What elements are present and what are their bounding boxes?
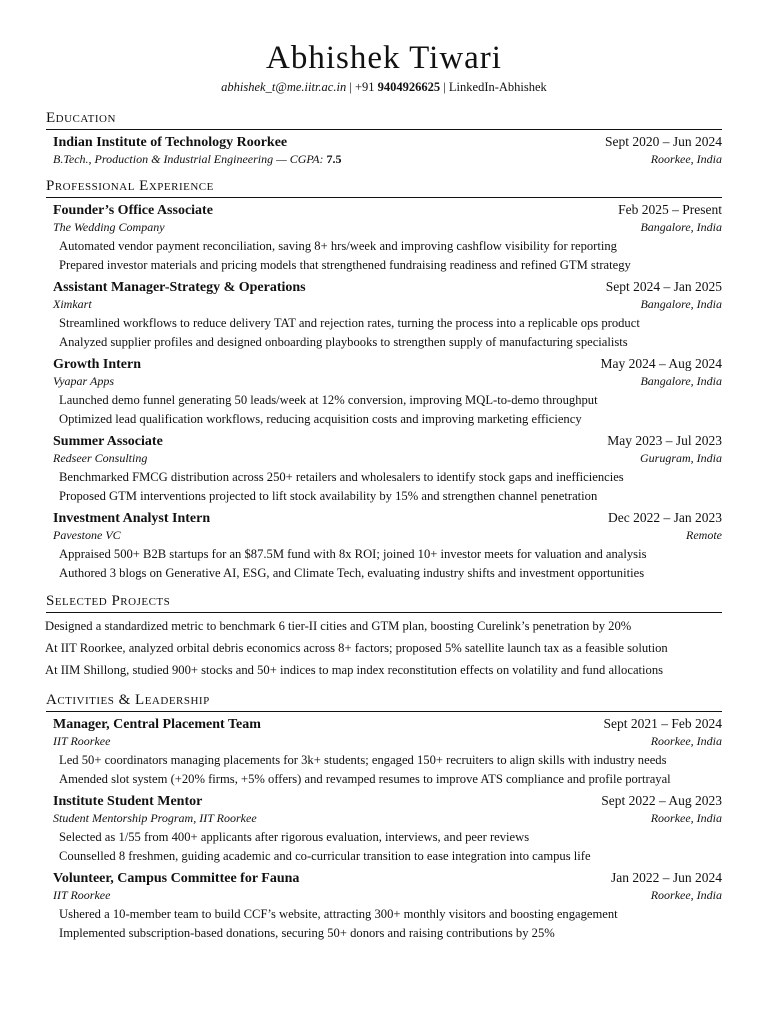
experience-bullet: Streamlined workflows to reduce delivery TAT and rejection rates, turning the process into a replicable ops product (59, 316, 640, 330)
section-title-experience: Professional Experience (46, 177, 722, 198)
experience-bullet: Analyzed supplier profiles and designed onboarding playbooks to strengthen supply of manufacturing specialists (59, 334, 628, 349)
contact-line (0, 79, 768, 95)
projects-section (46, 592, 722, 681)
experience-bullet: Authored 3 blogs on Generative AI, ESG, and Climate Tech, evaluating industry shifts and investment opportunities (59, 565, 645, 580)
activity-role: Institute Student Mentor (53, 794, 203, 809)
activity-location: Roorkee, India (650, 734, 722, 748)
section-title-education: Education (46, 109, 722, 130)
activity-org: IIT Roorkee (53, 734, 111, 748)
experience-company: Vyapar Apps (53, 374, 115, 388)
experience-entry (53, 355, 722, 428)
section-title-projects: Selected Projects (46, 592, 722, 613)
experience-role: Investment Analyst Intern (53, 511, 211, 526)
project-item: At IIT Roorkee, analyzed orbital debris economics across 8+ factors; proposed 5% satellite launch tax as a feasible solution (45, 641, 668, 655)
activity-entry (53, 869, 722, 942)
contact-separator: | +91 (346, 80, 378, 94)
education-cgpa: 7.5 (326, 152, 342, 166)
experience-dates: Dec 2022 – Jan 2023 (608, 510, 722, 525)
education-org: Indian Institute of Technology Roorkee (53, 135, 288, 150)
project-item: Designed a standardized metric to benchmark 6 tier-II cities and GTM plan, boosting Curelink’s penetration by 20% (45, 619, 632, 633)
activity-role: Volunteer, Campus Committee for Fauna (53, 871, 300, 886)
experience-role: Founder’s Office Associate (53, 203, 213, 218)
email-link[interactable]: abhishek_t@me.iitr.ac.in (221, 80, 347, 94)
experience-company: Pavestone VC (53, 528, 121, 542)
activity-location: Roorkee, India (650, 811, 722, 825)
activity-bullet: Ushered a 10-member team to build CCF’s website, attracting 300+ monthly visitors and boosting engagement (59, 907, 618, 921)
experience-role: Assistant Manager-Strategy & Operations (53, 280, 306, 295)
experience-dates: May 2024 – Aug 2024 (600, 356, 722, 371)
experience-role: Summer Associate (53, 434, 163, 449)
activity-entry (53, 792, 722, 865)
activity-bullet: Implemented subscription-based donations, securing 50+ donors and raising contributions by 25% (59, 925, 555, 940)
phone-number: 9404926625 (377, 80, 441, 94)
experience-location: Gurugram, India (639, 451, 722, 465)
experience-bullet: Benchmarked FMCG distribution across 250+ retailers and wholesalers to identify stock gaps and inefficiencies (59, 470, 624, 484)
experience-dates: Feb 2025 – Present (618, 202, 722, 217)
contact-separator: | (440, 80, 449, 94)
experience-dates: May 2023 – Jul 2023 (607, 433, 722, 448)
education-entry (53, 133, 722, 167)
activities-section (46, 691, 722, 942)
experience-location: Bangalore, India (640, 374, 722, 388)
experience-location: Bangalore, India (640, 297, 722, 311)
education-degree: B.Tech., Production & Industrial Engineering — CGPA: 7.5 (53, 152, 342, 166)
experience-bullet: Optimized lead qualification workflows, reducing acquisition costs and improving marketing efficiency (59, 411, 582, 426)
activity-dates: Sept 2022 – Aug 2023 (601, 793, 722, 808)
activity-bullet: Selected as 1/55 from 400+ applicants after rigorous evaluation, interviews, and peer reviews (59, 830, 530, 844)
project-item: At IIM Shillong, studied 900+ stocks and 50+ indices to map index reconstitution effects on volatility and fund allocations (45, 663, 664, 677)
experience-entry (53, 432, 722, 505)
education-section (46, 109, 722, 167)
activity-dates: Sept 2021 – Feb 2024 (603, 716, 722, 731)
candidate-name: Abhishek Tiwari (266, 40, 502, 76)
activity-dates: Jan 2022 – Jun 2024 (611, 870, 722, 885)
experience-bullet: Prepared investor materials and pricing models that strengthened fundraising readiness and refined GTM strategy (59, 257, 631, 272)
experience-location: Bangalore, India (640, 220, 722, 234)
activity-bullet: Led 50+ coordinators managing placements for 3k+ students; engaged 150+ recruiters to align skills with industry needs (59, 753, 667, 767)
experience-bullet: Proposed GTM interventions projected to lift stock availability by 15% and strengthen channel penetration (59, 488, 598, 503)
education-location: Roorkee, India (650, 152, 722, 166)
experience-section (46, 177, 722, 582)
activity-org: IIT Roorkee (53, 888, 111, 902)
experience-entry (53, 509, 722, 582)
activity-bullet: Counselled 8 freshmen, guiding academic and co-curricular transition to ease integration into campus life (59, 848, 591, 863)
experience-company: Redseer Consulting (53, 451, 148, 465)
activity-bullet: Amended slot system (+20% firms, +5% offers) and revamped resumes to improve ATS compliance and profile portrayal (59, 771, 671, 786)
experience-bullet: Automated vendor payment reconciliation, saving 8+ hrs/week and improving cashflow visibility for reporting (59, 239, 617, 253)
experience-entry (53, 201, 722, 274)
experience-bullet: Appraised 500+ B2B startups for an $87.5M fund with 8x ROI; joined 10+ investor meets for valuation and analysis (59, 547, 647, 561)
experience-company: The Wedding Company (53, 220, 165, 234)
activity-role: Manager, Central Placement Team (53, 717, 261, 732)
education-dates: Sept 2020 – Jun 2024 (604, 134, 722, 149)
section-title-activities: Activities & Leadership (46, 691, 722, 712)
experience-dates: Sept 2024 – Jan 2025 (605, 279, 722, 294)
activity-org: Student Mentorship Program, IIT Roorkee (53, 811, 257, 825)
experience-bullet: Launched demo funnel generating 50 leads/week at 12% conversion, improving MQL-to-demo throughput (59, 393, 598, 407)
activity-entry (53, 715, 722, 788)
experience-role: Growth Intern (53, 357, 142, 372)
activity-location: Roorkee, India (650, 888, 722, 902)
linkedin-link[interactable]: LinkedIn-Abhishek (448, 80, 547, 94)
experience-company: Ximkart (53, 297, 92, 311)
experience-entry (53, 278, 722, 351)
experience-location: Remote (686, 528, 722, 542)
